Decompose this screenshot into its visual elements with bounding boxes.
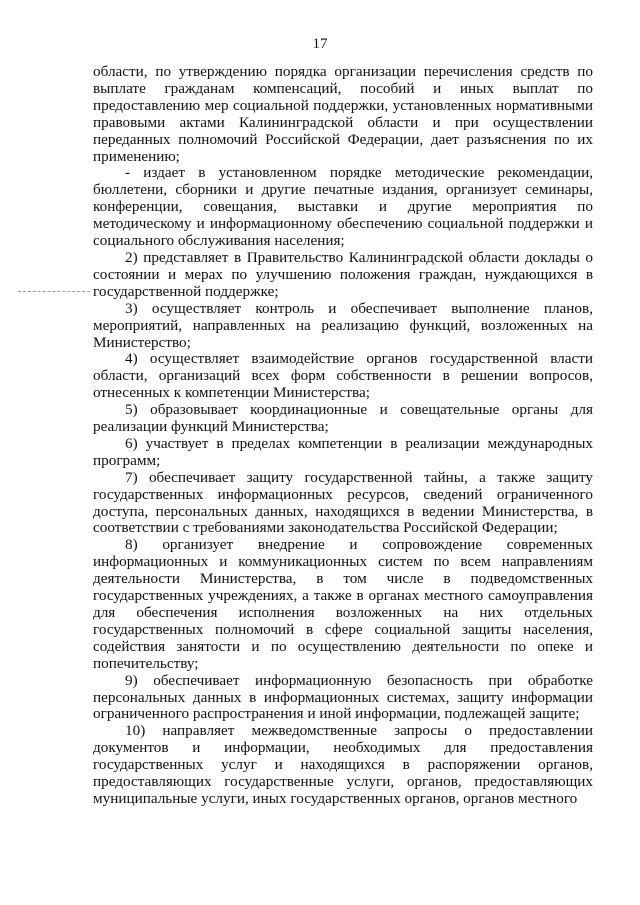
document-body (93, 64, 593, 808)
paragraph-item-9: 9) обеспечивает информационную безопасность при обработке персональных данных в информационных системах, защиту информации ограниченного распространения и иной информации, подлежащей защите; (93, 671, 593, 723)
scan-artifact-line (18, 291, 90, 292)
paragraph-item-6: 6) участвует в пределах компетенции в реализации международных программ; (93, 434, 593, 469)
paragraph-item-10: 10) направляет межведомственные запросы о предоставлении документов и информации, необходимых для предоставления государственных услуг и находящихся в распоряжении органов, предоставляющих государственные услуги, органов, предоставляющих муниципальные услуги, иных государственных органов, органов местного (93, 722, 593, 807)
paragraph-item-4: 4) осуществляет взаимодействие органов государственной власти области, организаций всех форм собственности в решении вопросов, отнесенных к компетенции Министерства; (93, 350, 593, 402)
paragraph-continuation: области, по утверждению порядка организации перечисления средств по выплате гражданам компенсаций, пособий и иных выплат по предоставлению мер социальной поддержки, установленных нормативными правовыми актами Калининградской области и при осуществлении переданных полномочий Российской Федерации, дает разъяснения по их применению; (93, 63, 593, 165)
paragraph-item-2: 2) представляет в Правительство Калининградской области доклады о состоянии и мерах по улучшению положения граждан, нуждающихся в государственной поддержке; (93, 248, 593, 300)
paragraph-item-7: 7) обеспечивает защиту государственной тайны, а также защиту государственных информационных ресурсов, сведений ограниченного доступа, персональных данных, находящихся в ведении Министерства, в соответствии с требованиями законодательства Российской Федерации; (93, 468, 593, 537)
paragraph-methodical-recommendations: - издает в установленном порядке методические рекомендации, бюллетени, сборники и другие печатные издания, организует семинары, конференции, совещания, выставки и другие мероприятия по методическому и информационному обеспечению социальной поддержки и социального обслуживания населения; (93, 164, 593, 250)
paragraph-item-5: 5) образовывает координационные и совещательные органы для реализации функций Министерства; (93, 401, 593, 436)
paragraph-item-3: 3) осуществляет контроль и обеспечивает выполнение планов, мероприятий, направленных на реализацию функций, возложенных на Министерство; (93, 299, 593, 351)
page-number: 17 (312, 36, 328, 52)
paragraph-item-8: 8) организует внедрение и сопровождение современных информационных и коммуникационных систем по всем направлениям деятельности Министерства, в том числе в подведомственных государственных учреждениях, а также в органах местного самоуправления для обеспечения исполнения возложенных на них отдельных государственных полномочий в сфере социальной защиты населения, содействия занятости и по осуществлению деятельности по опеке и попечительству; (93, 536, 593, 672)
